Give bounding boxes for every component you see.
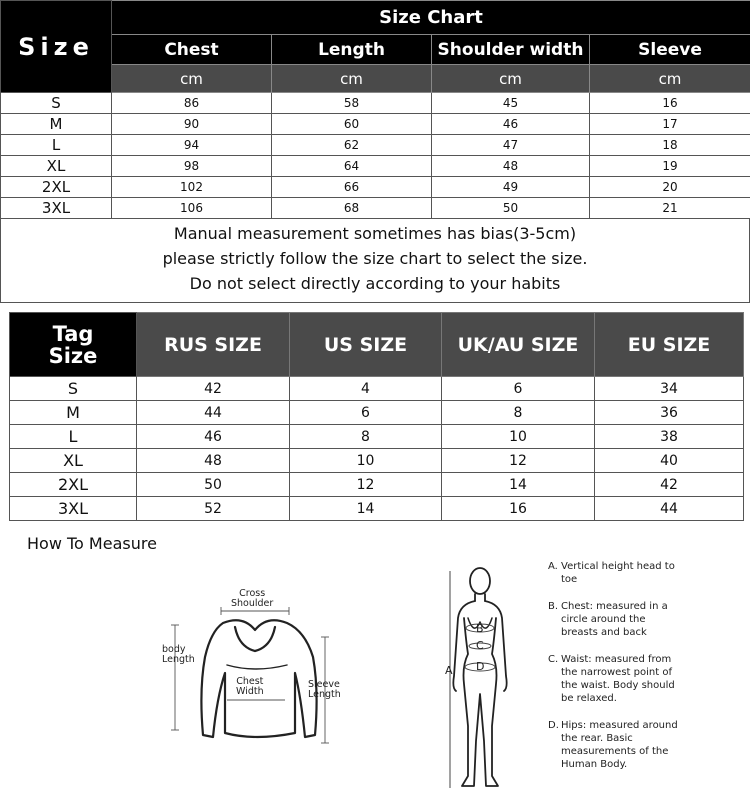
size-column-header: Size <box>1 1 112 93</box>
size-cell: 2XL <box>1 177 112 198</box>
notice-line: Manual measurement sometimes has bias(3-5cm) <box>173 224 577 243</box>
chest-header: Chest <box>112 35 272 65</box>
eu-cell: 44 <box>595 497 744 521</box>
tag-size-header <box>10 313 137 377</box>
note-text: Chest: measured in a circle around the breasts and back <box>561 601 668 638</box>
us-cell: 14 <box>290 497 442 521</box>
table-row <box>10 401 744 425</box>
chest-width-label <box>236 677 264 697</box>
size-cell: 2XL <box>10 473 137 497</box>
uk-cell: 14 <box>442 473 595 497</box>
us-cell: 8 <box>290 425 442 449</box>
label-text: Cross <box>239 588 266 599</box>
unit-label: cm <box>112 65 272 93</box>
chest-cell: 102 <box>112 177 272 198</box>
table-row <box>10 497 744 521</box>
sleeve-length-label <box>308 680 341 700</box>
length-cell: 64 <box>272 156 432 177</box>
eu-size-header: EU SIZE <box>595 313 744 377</box>
table-row <box>10 377 744 401</box>
size-cell: 3XL <box>1 198 112 219</box>
shoulder-cell: 48 <box>432 156 590 177</box>
note-text: Waist: measured from the narrowest point of the waist. Body should be relaxed. <box>561 654 675 704</box>
body-measurement-illustration <box>438 566 528 794</box>
size-label: Size <box>48 343 98 368</box>
table-row <box>10 473 744 497</box>
note-item <box>548 560 748 586</box>
note-item <box>548 600 748 639</box>
note-letter: C. <box>548 654 559 665</box>
label-text: body <box>162 644 186 655</box>
length-cell: 58 <box>272 93 432 114</box>
how-to-measure-title: How To Measure <box>27 534 157 553</box>
tag-size-table <box>9 312 744 521</box>
shirt-measurement-illustration <box>155 585 355 755</box>
chest-cell: 90 <box>112 114 272 135</box>
size-cell: 3XL <box>10 497 137 521</box>
size-cell: S <box>10 377 137 401</box>
uk-cell: 10 <box>442 425 595 449</box>
shoulder-cell: 45 <box>432 93 590 114</box>
unit-label: cm <box>432 65 590 93</box>
length-cell: 62 <box>272 135 432 156</box>
measurement-notice <box>0 219 750 303</box>
tag-label: Tag <box>52 321 94 346</box>
chest-cell: 86 <box>112 93 272 114</box>
chest-cell: 98 <box>112 156 272 177</box>
length-cell: 68 <box>272 198 432 219</box>
label-text: Sleeve <box>308 679 340 690</box>
eu-cell: 34 <box>595 377 744 401</box>
uk-cell: 6 <box>442 377 595 401</box>
eu-cell: 38 <box>595 425 744 449</box>
note-text: Vertical height head to toe <box>561 561 675 585</box>
body-length-label <box>162 645 195 665</box>
table-row <box>10 449 744 473</box>
note-text: Hips: measured around the rear. Basic measurements of the Human Body. <box>561 720 678 770</box>
size-cell: M <box>10 401 137 425</box>
size-cell: S <box>1 93 112 114</box>
table-row <box>1 198 750 219</box>
shoulder-cell: 49 <box>432 177 590 198</box>
table-row <box>10 425 744 449</box>
rus-cell: 44 <box>137 401 290 425</box>
shoulder-cell: 50 <box>432 198 590 219</box>
chest-cell: 94 <box>112 135 272 156</box>
unit-label: cm <box>590 65 750 93</box>
rus-cell: 50 <box>137 473 290 497</box>
sleeve-cell: 18 <box>590 135 750 156</box>
size-chart-title: Size Chart <box>112 1 750 35</box>
length-header: Length <box>272 35 432 65</box>
eu-cell: 36 <box>595 401 744 425</box>
measurement-notes <box>548 560 748 785</box>
sleeve-cell: 19 <box>590 156 750 177</box>
note-letter: D. <box>548 720 559 731</box>
us-size-header: US SIZE <box>290 313 442 377</box>
sleeve-cell: 20 <box>590 177 750 198</box>
shoulder-width-header: Shoulder width <box>432 35 590 65</box>
shirt-icon <box>155 585 355 755</box>
size-cell: L <box>1 135 112 156</box>
sleeve-cell: 21 <box>590 198 750 219</box>
cross-shoulder-label <box>231 589 273 609</box>
table-row <box>1 156 750 177</box>
rus-cell: 52 <box>137 497 290 521</box>
sleeve-cell: 17 <box>590 114 750 135</box>
size-cell: XL <box>10 449 137 473</box>
body-label-c: C <box>476 639 484 652</box>
label-text: Chest <box>236 676 264 687</box>
table-row <box>1 135 750 156</box>
size-cell: L <box>10 425 137 449</box>
us-cell: 12 <box>290 473 442 497</box>
table-row <box>1 93 750 114</box>
shoulder-cell: 47 <box>432 135 590 156</box>
label-text: Length <box>308 689 341 700</box>
body-label-b: B <box>476 622 484 635</box>
uk-cell: 12 <box>442 449 595 473</box>
eu-cell: 40 <box>595 449 744 473</box>
uk-cell: 8 <box>442 401 595 425</box>
note-item <box>548 653 748 705</box>
shoulder-cell: 46 <box>432 114 590 135</box>
length-cell: 66 <box>272 177 432 198</box>
label-text: Length <box>162 654 195 665</box>
rus-cell: 48 <box>137 449 290 473</box>
body-label-a: A <box>445 664 453 677</box>
notice-line: please strictly follow the size chart to select the size. <box>162 249 588 268</box>
us-cell: 6 <box>290 401 442 425</box>
rus-cell: 42 <box>137 377 290 401</box>
length-cell: 60 <box>272 114 432 135</box>
us-cell: 4 <box>290 377 442 401</box>
sleeve-header: Sleeve <box>590 35 750 65</box>
notice-line: Do not select directly according to your habits <box>189 274 561 293</box>
eu-cell: 42 <box>595 473 744 497</box>
uk-cell: 16 <box>442 497 595 521</box>
note-letter: B. <box>548 601 559 612</box>
sleeve-cell: 16 <box>590 93 750 114</box>
note-letter: A. <box>548 561 558 572</box>
table-row <box>1 114 750 135</box>
us-cell: 10 <box>290 449 442 473</box>
human-body-icon <box>438 566 528 794</box>
body-label-d: D <box>476 660 485 673</box>
table-row <box>1 177 750 198</box>
rus-cell: 46 <box>137 425 290 449</box>
note-item <box>548 719 748 771</box>
size-cell: M <box>1 114 112 135</box>
label-text: Shoulder <box>231 598 274 609</box>
unit-label: cm <box>272 65 432 93</box>
size-cell: XL <box>1 156 112 177</box>
uk-au-size-header: UK/AU SIZE <box>442 313 595 377</box>
label-text: Width <box>236 686 264 697</box>
size-chart-table <box>0 0 750 219</box>
rus-size-header: RUS SIZE <box>137 313 290 377</box>
chest-cell: 106 <box>112 198 272 219</box>
